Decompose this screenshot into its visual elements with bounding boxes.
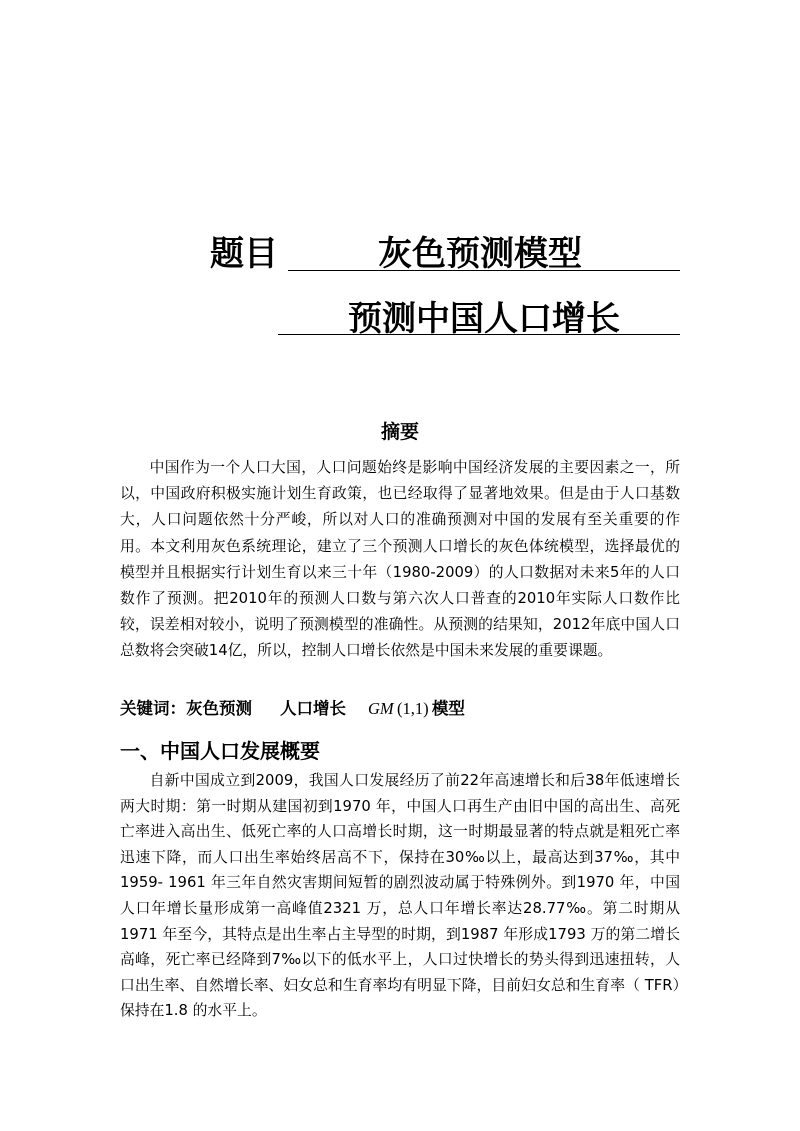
keyword-model-suffix: 模型 bbox=[431, 699, 465, 718]
keyword-model-prefix: GM bbox=[368, 699, 394, 718]
section-1-body: 自新中国成立到2009，我国人口发展经历了前22年高速增长和后38年低速增长两大时期：第一时期从建国初到1970 年，中国人口再生产由旧中国的高出生、高死亡率进入高出生、低死亡率的人口高增长时期，这一时期最显著的特点就是粗死亡率迅速下降，而人口出生率始终居高不下，保持在30‰以上，最高达到37‰，其中1959- 1961 年三年自然灾害期间短暂的剧烈波动属于特殊例外。到1970 年，中国人口年增长量形成第一高峰值2321 万，总人口年增长率达28.77‰。第二时期从1971 年至今，其特点是出生率占主导型的时期，到1987 年形成1793 万的第二增长高峰，死亡率已经降到7‰以下的低水平上，人口过快增长的势头得到迅速扭转，人口出生率、自然增长率、妇女总和生育率均有明显下降，目前妇女总和生育率（ TFR）保持在1.8 的水平上。 bbox=[120, 772, 680, 1020]
abstract-body: 中国作为一个人口大国，人口问题始终是影响中国经济发展的主要因素之一，所以，中国政府积极实施计划生育政策，也已经取得了显著地效果。但是由于人口基数大，人口问题依然十分严峻，所以对人口的准确预测对中国的发展有至关重要的作用。本文利用灰色系统理论，建立了三个预测人口增长的灰色体统模型，选择最优的模型并且根据实行计划生育以来三十年（1980-2009）的人口数据对未来5年的人口数作了预测。把2010年的预测人口数与第六次人口普查的2010年实际人口数作比较，误差相对较小，说明了预测模型的准确性。从预测的结果知，2012年底中国人口总数将会突破14亿，所以，控制人口增长依然是中国未来发展的重要课题。 bbox=[120, 459, 680, 660]
keyword-1: 灰色预测 bbox=[186, 699, 252, 718]
keyword-model-args: (1,1) bbox=[396, 699, 429, 718]
title-underline-2 bbox=[278, 334, 680, 335]
keyword-3 bbox=[368, 699, 465, 718]
title-line-1: 灰色预测模型 bbox=[378, 234, 582, 274]
keywords-label: 关键词： bbox=[120, 699, 186, 718]
section-1-heading: 一、中国人口发展概要 bbox=[120, 739, 320, 763]
title-underline-1 bbox=[288, 270, 680, 271]
keywords-line bbox=[120, 697, 465, 721]
abstract-heading: 摘要 bbox=[380, 421, 419, 443]
title-label: 题目 bbox=[210, 234, 278, 274]
title-line-2: 预测中国人口增长 bbox=[348, 299, 620, 339]
keyword-2: 人口增长 bbox=[280, 699, 346, 718]
